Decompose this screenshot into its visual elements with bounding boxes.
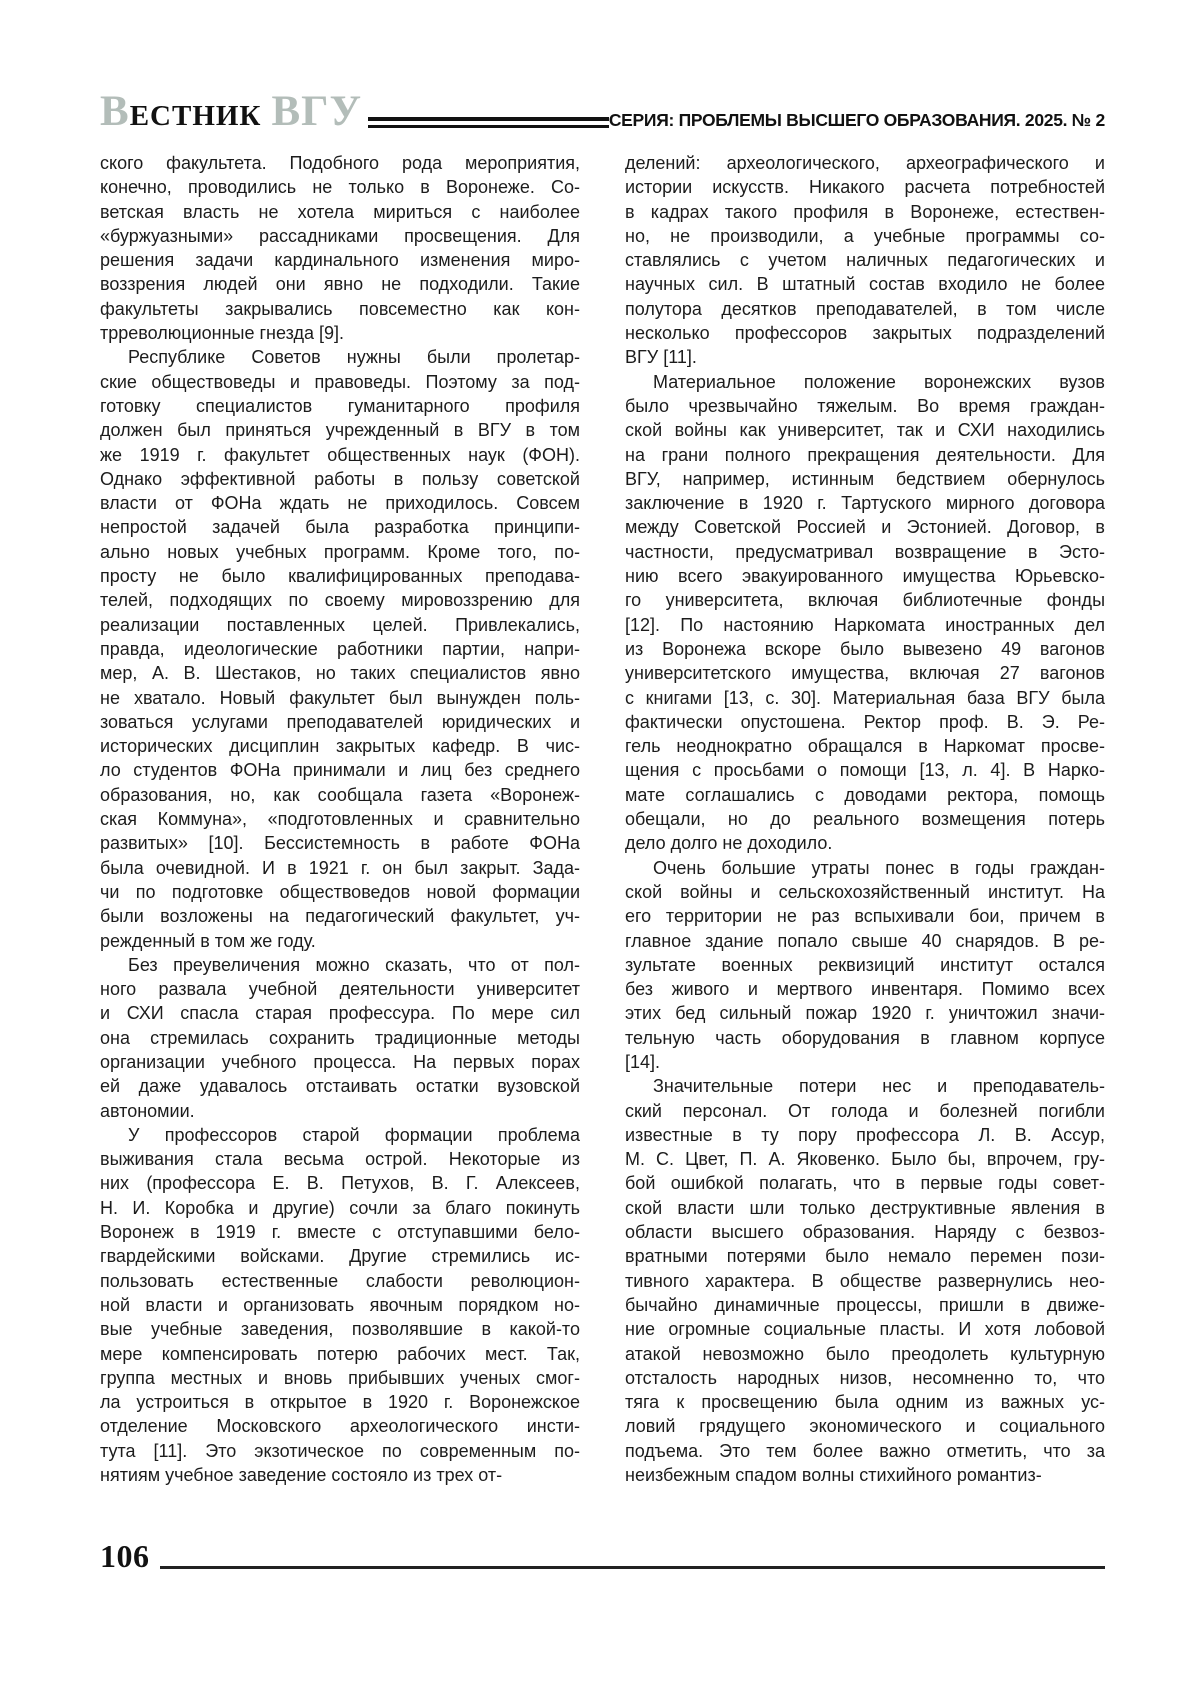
text-line: нию всего эвакуированного имущества Юрьевско- xyxy=(625,566,1105,587)
text-line: отсталость народных низов, несомненно то, что xyxy=(625,1367,1105,1388)
text-line: конечно, проводились не только в Воронеже. Со- xyxy=(100,177,580,198)
text-line: ло студентов ФОНа принимали и лиц без среднего xyxy=(100,760,580,781)
right-column xyxy=(625,151,1105,1487)
text-line: но, не производили, а учебные программы со- xyxy=(625,225,1105,246)
text-line: ние огромные социальные пласты. И хотя лобовой xyxy=(625,1319,1105,1340)
text-line: области высшего образования. Наряду с безвоз- xyxy=(625,1222,1105,1243)
text-line: было чрезвычайно тяжелым. Во время граждан- xyxy=(625,395,1105,416)
text-line: правда, идеологические работники партии, напри- xyxy=(100,638,580,659)
paragraph xyxy=(625,856,1105,1075)
text-line: воззрения людей они явно не подходили. Такие xyxy=(100,274,580,295)
text-line: мате соглашались с доводами ректора, помощь xyxy=(625,784,1105,805)
text-line: ВГУ, например, истинным бедствием обернулось xyxy=(625,468,1105,489)
text-line: ей даже удавалось отстаивать остатки вузовской xyxy=(100,1076,580,1097)
text-line: ловий грядущего экономического и социального xyxy=(625,1416,1105,1437)
text-line: заключение в 1920 г. Тартуского мирного договора xyxy=(625,493,1105,514)
text-line: вые учебные заведения, позволявшие в какой-то xyxy=(100,1319,580,1340)
text-line: власти от ФОНа ждать не приходилось. Совсем xyxy=(100,493,580,514)
text-line: организации учебного процесса. На первых порах xyxy=(100,1051,580,1072)
text-line: тяга к просвещению была одним из важных ус- xyxy=(625,1392,1105,1413)
journal-logo xyxy=(100,90,362,133)
text-line: бой ошибкой полагать, что в первые годы совет- xyxy=(625,1173,1105,1194)
text-line: щения с просьбами о помощи [13, л. 4]. В Нарко- xyxy=(625,760,1105,781)
text-line: зоваться услугами преподавателей юридических и xyxy=(100,711,580,732)
paragraph xyxy=(625,370,1105,856)
text-line: ской войны и сельскохозяйственный институт. На xyxy=(625,881,1105,902)
text-line: фактически опустошена. Ректор проф. В. Э. Ре- xyxy=(625,711,1105,732)
text-line: тивного характера. В обществе развернулись нео- xyxy=(625,1270,1105,1291)
text-line: мере компенсировать потерю рабочих мест. Так, xyxy=(100,1343,580,1364)
text-line: ветская власть не хотела мириться с наиболее xyxy=(100,201,580,222)
text-line: обещали, но до реального возмещения потерь xyxy=(625,809,1105,830)
text-line: и СХИ спасла старая профессура. По мере сил xyxy=(100,1003,580,1024)
paragraph xyxy=(100,1123,580,1487)
text-line: развитых» [10]. Бессистемность в работе ФОНа xyxy=(100,833,580,854)
text-line: известные в ту пору профессора Л. В. Ассур, xyxy=(625,1124,1105,1145)
series-title: СЕРИЯ: ПРОБЛЕМЫ ВЫСШЕГО ОБРАЗОВАНИЯ. 2025. № 2 xyxy=(608,110,1105,130)
text-line: факультеты закрывались повсеместно как кон- xyxy=(100,298,580,319)
text-line: образования, но, как сообщала газета «Воронеж- xyxy=(100,784,580,805)
text-line: были возложены на педагогический факультет, уч- xyxy=(100,906,580,927)
text-line: истории искусств. Никакого расчета потребностей xyxy=(625,177,1105,198)
text-line: Воронеж в 1919 г. вместе с отступавшими бело- xyxy=(100,1222,580,1243)
text-line: в кадрах такого профиля в Воронеже, естествен- xyxy=(625,201,1105,222)
text-line: ской власти шли только деструктивные явления в xyxy=(625,1197,1105,1218)
text-line: Республике Советов нужны были пролетар- xyxy=(128,347,580,368)
text-line: ного развала учебной деятельности университет xyxy=(100,979,580,1000)
text-line: ской войны как университет, так и СХИ находились xyxy=(625,420,1105,441)
text-line: чи по подготовке обществоведов новой формации xyxy=(100,881,580,902)
paragraph xyxy=(100,345,580,952)
text-line: Значительные потери нес и преподаватель- xyxy=(653,1076,1105,1097)
text-line: ной власти и организовать явочным порядком но- xyxy=(100,1294,580,1315)
logo-word-rest: ЕСТНИК xyxy=(129,100,262,132)
text-line: исторических дисциплин закрытых кафедр. В чис- xyxy=(100,736,580,757)
page-number: 106 xyxy=(100,1538,150,1574)
text-line: готовку специалистов гуманитарного профиля xyxy=(100,395,580,416)
text-line: делений: археологического, археографического и xyxy=(625,153,1105,173)
text-line: научных сил. В штатный состав входило не более xyxy=(625,274,1105,295)
text-line: ставлялись с учетом наличных педагогических и xyxy=(625,250,1105,271)
text-line: дело долго не доходило. xyxy=(625,833,833,854)
text-line: телей, подходящих по своему мировоззрению для xyxy=(100,590,580,611)
text-line: без живого и мертвого инвентаря. Помимо всех xyxy=(625,979,1105,1000)
text-line: них (профессора Е. В. Петухов, В. Г. Алексеев, xyxy=(100,1173,580,1194)
text-line: группа местных и вновь прибывших ученых смог- xyxy=(100,1367,580,1388)
text-line: должен был приняться учрежденный в ВГУ в том xyxy=(100,420,580,441)
text-line: выживания стала весьма острой. Некоторые из xyxy=(100,1149,580,1170)
text-line: [12]. По настоянию Наркомата иностранных дел xyxy=(625,614,1105,635)
text-line: вратными потерями было немало перемен пози- xyxy=(625,1246,1105,1267)
text-line: гель неоднократно обращался в Наркомат просве- xyxy=(625,736,1105,757)
text-line: М. С. Цвет, П. А. Яковенко. Было бы, впрочем, гру- xyxy=(625,1149,1105,1170)
page-footer xyxy=(100,1540,1105,1572)
paragraph xyxy=(625,151,1105,370)
text-line: неизбежным спадом волны стихийного романтиз- xyxy=(625,1465,1042,1486)
text-line: Очень большие утраты понес в годы граждан- xyxy=(653,857,1105,878)
text-line: не хватало. Новый факультет был вынужден поль- xyxy=(100,687,580,708)
text-line: ского факультета. Подобного рода мероприятия, xyxy=(100,153,580,173)
paragraph xyxy=(100,151,580,345)
text-line: же 1919 г. факультет общественных наук (ФОН). xyxy=(100,444,580,465)
text-line: «буржуазными» рассадниками просвещения. Для xyxy=(100,225,580,246)
text-line: университетского имущества, включая 27 вагонов xyxy=(625,663,1105,684)
header-double-rule xyxy=(368,117,609,128)
text-line: главное здание попало свыше 40 снарядов. В ре- xyxy=(625,930,1105,951)
text-line: Без преувеличения можно сказать, что от пол- xyxy=(128,954,580,975)
text-line: этих бед сильный пожар 1920 г. уничтожил значи- xyxy=(625,1003,1105,1024)
text-line: Н. И. Коробка и другие) сочли за благо покинуть xyxy=(100,1197,580,1218)
text-line: его территории не раз вспыхивали бои, причем в xyxy=(625,906,1105,927)
logo-university-acronym: ВГУ xyxy=(271,88,363,135)
page-header xyxy=(100,90,1105,133)
text-line: ская Коммуна», «подготовленных и сравнительно xyxy=(100,809,580,830)
text-line: просту не было квалифицированных преподава- xyxy=(100,566,580,587)
text-line: зультате военных реквизиций институт остался xyxy=(625,954,1105,975)
text-line: У профессоров старой формации проблема xyxy=(128,1124,580,1145)
text-line: атакой невозможно было преодолеть культурную xyxy=(625,1343,1105,1364)
text-line: тута [11]. Это экзотическое по современным по- xyxy=(100,1440,580,1461)
text-line: пользовать естественные слабости революцион- xyxy=(100,1270,580,1291)
text-line: из Воронежа вскоре было вывезено 49 вагонов xyxy=(625,638,1105,659)
article-body xyxy=(100,151,1105,1487)
text-line: на грани полного прекращения деятельности. Для xyxy=(625,444,1105,465)
text-line: автономии. xyxy=(100,1100,195,1121)
text-line: она стремилась сохранить традиционные методы xyxy=(100,1027,580,1048)
footer-rule xyxy=(160,1566,1106,1569)
text-line: ально новых учебных программ. Кроме того, по- xyxy=(100,541,580,562)
text-line: бычайно динамичные процессы, пришли в движе- xyxy=(625,1294,1105,1315)
text-line: Однако эффективной работы в пользу советской xyxy=(100,468,580,489)
text-line: мер, А. В. Шестаков, но таких специалистов явно xyxy=(100,663,580,684)
paragraph xyxy=(100,953,580,1123)
text-line: подъема. Это тем более важно отметить, что за xyxy=(625,1440,1105,1461)
text-line: режденный в том же году. xyxy=(100,930,316,951)
logo-initial-letter: В xyxy=(100,88,130,135)
text-line: ские обществоведы и правоведы. Поэтому за под- xyxy=(100,371,580,392)
text-line: с книгами [13, с. 30]. Материальная база ВГУ была xyxy=(625,687,1105,708)
text-line: [14]. xyxy=(625,1051,661,1072)
paragraph xyxy=(625,1074,1105,1487)
text-line: несколько профессоров закрытых подразделений xyxy=(625,323,1105,344)
text-line: между Советской Россией и Эстонией. Договор, в xyxy=(625,517,1105,538)
text-line: решения задачи кардинального изменения миро- xyxy=(100,250,580,271)
text-line: была очевидной. И в 1921 г. он был закрыт. Зада- xyxy=(100,857,580,878)
text-line: го университета, включая библиотечные фонды xyxy=(625,590,1105,611)
text-line: реализации поставленных целей. Привлекались, xyxy=(100,614,580,635)
left-column xyxy=(100,151,580,1487)
text-line: отделение Московского археологического инсти- xyxy=(100,1416,580,1437)
text-line: полутора десятков преподавателей, в том числе xyxy=(625,298,1105,319)
text-line: Материальное положение воронежских вузов xyxy=(653,371,1105,392)
text-line: ла устроиться в открытое в 1920 г. Воронежское xyxy=(100,1392,580,1413)
text-line: частности, предусматривал возвращение в Эсто- xyxy=(625,541,1105,562)
text-line: гвардейскими войсками. Другие стремились ис- xyxy=(100,1246,580,1267)
text-line: непростой задачей была разработка принципи- xyxy=(100,517,580,538)
text-line: трреволюционные гнезда [9]. xyxy=(100,323,344,344)
text-line: ВГУ [11]. xyxy=(625,347,697,368)
text-line: тельную часть оборудования в главном корпусе xyxy=(625,1027,1105,1048)
text-line: ский персонал. От голода и болезней погибли xyxy=(625,1100,1105,1121)
text-line: нятиям учебное заведение состояло из трех от- xyxy=(100,1465,503,1486)
